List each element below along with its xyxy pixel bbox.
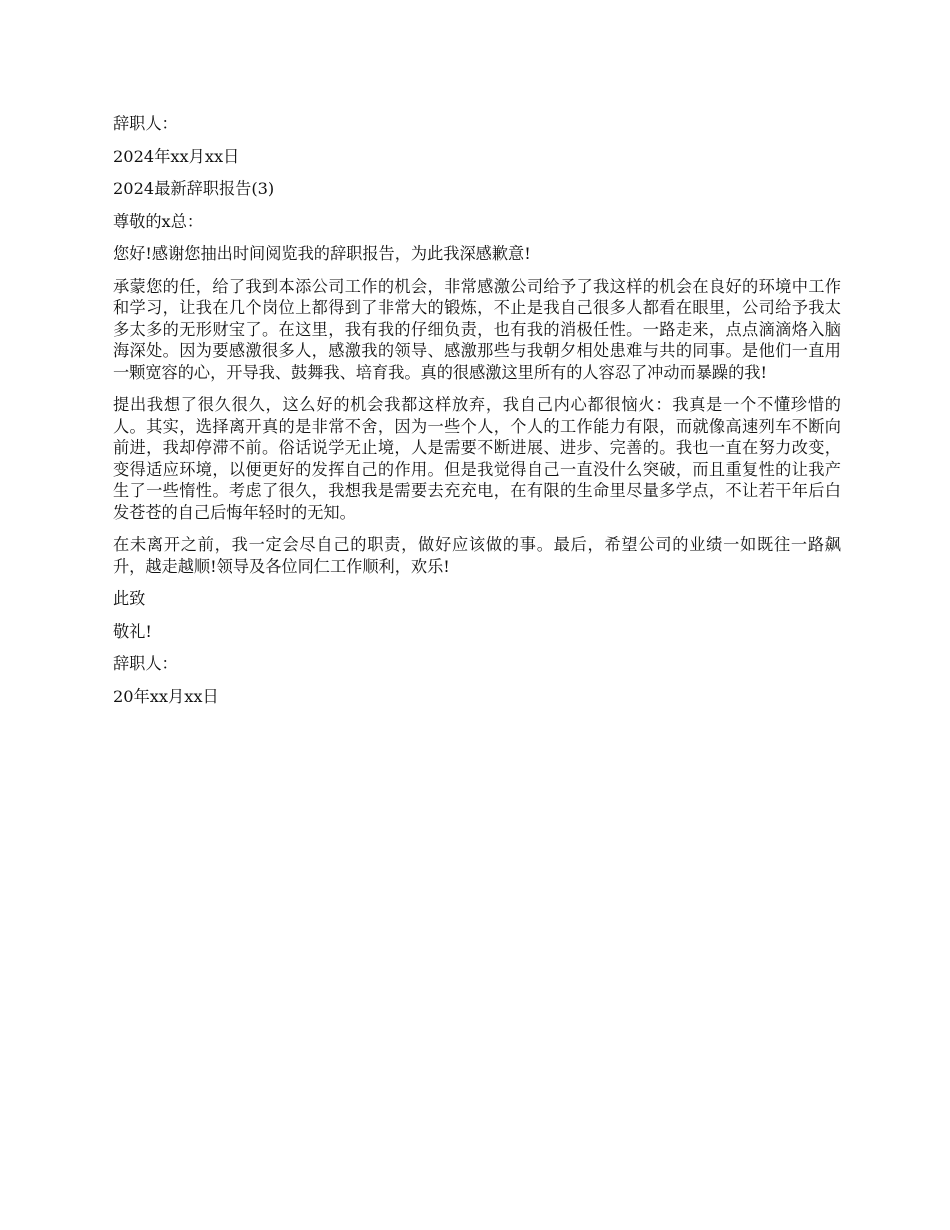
- body-paragraph-3: 在未离开之前，我一定会尽自己的职责，做好应该做的事。最后，希望公司的业绩一如既往一路飙升，越走越顺!领导及各位同仁工作顺利，欢乐!: [113, 535, 841, 576]
- date-line-top: 2024年xx月xx日: [113, 146, 240, 166]
- date-line-bottom: 20年xx月xx日: [113, 686, 219, 706]
- closing-line-1: 此致: [113, 589, 146, 608]
- document-body: [113, 113, 841, 718]
- salutation: 尊敬的x总：: [113, 211, 204, 231]
- closing-line-2: 敬礼!: [113, 621, 152, 641]
- document-title: 2024最新辞职报告(3): [113, 179, 275, 198]
- signer-label-bottom: 辞职人：: [113, 654, 178, 673]
- signer-label-top: 辞职人：: [113, 114, 178, 133]
- greeting-paragraph: 您好!感谢您抽出时间阅览我的辞职报告，为此我深感歉意!: [113, 244, 531, 263]
- body-paragraph-2: 提出我想了很久很久，这么好的机会我都这样放弃，我自己内心都很恼火：我真是一个不懂珍惜的人。其实，选择离开真的是非常不舍，因为一些个人，个人的工作能力有限，而就像高速列车不断向前进，我却停滞不前。俗话说学无止境，人是需要不断进展、进步、完善的。我也一直在努力改变，变得适应环境，以便更好的发挥自己的作用。但是我觉得自己一直没什么突破，而且重复性的让我产生了一些惰性。考虑了很久，我想我是需要去充充电，在有限的生命里尽量多学点，不让若干年后白发苍苍的自己后悔年轻时的无知。: [113, 395, 841, 522]
- body-paragraph-1: 承蒙您的任，给了我到本添公司工作的机会，非常感激公司给予了我这样的机会在良好的环境中工作和学习，让我在几个岗位上都得到了非常大的锻炼，不止是我自己很多人都看在眼里，公司给予我太多太多的无形财宝了。在这里，我有我的仔细负责，也有我的消极任性。一路走来，点点滴滴烙入脑海深处。因为要感激很多人，感激我的领导、感激那些与我朝夕相处患难与共的同事。是他们一直用一颗宽容的心，开导我、鼓舞我、培育我。真的很感激这里所有的人容忍了冲动而暴躁的我!: [113, 276, 841, 382]
